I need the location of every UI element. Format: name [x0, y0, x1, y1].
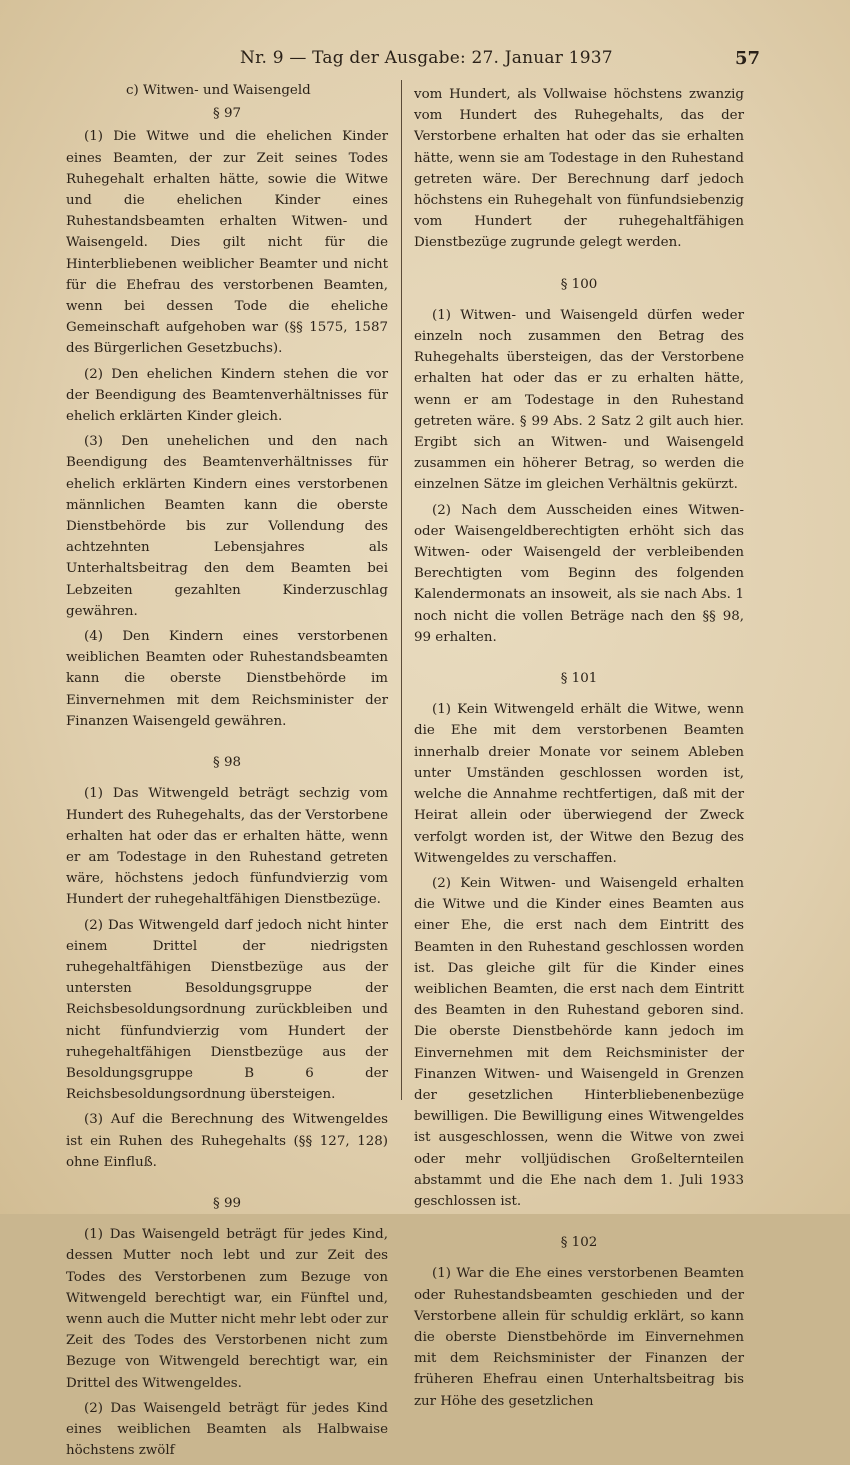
section-102-title: § 102: [560, 1235, 598, 1251]
section-98-paragraph-1: (1) Das Witwengeld beträgt sechzig vom Hundert des Ruhegehalts, das der Verstorbene erhalten hat oder das er erhalten hätte, wenn er am Todestage in den Ruhestand getreten wäre, höchstens jedoch fünfundvierzig vom Hundert der ruhegehaltfähigen Dienstbezüge.: [66, 786, 388, 908]
column-divider: [401, 80, 402, 1100]
section-98-paragraph-3: (3) Auf die Berechnung des Witwengeldes ist ein Ruhen des Ruhegehalts (§§ 127, 128) ohne Einfluß.: [66, 1112, 388, 1170]
right-column: [414, 84, 744, 1416]
section-98-paragraph-2: (2) Das Witwengeld darf jedoch nicht hinter einem Drittel der niedrigsten ruhegehaltfähigen Dienstbezüge aus der untersten Besoldungsgruppe der Reichsbesoldungsordnung zurückbleiben und nicht fünfundvierzig vom Hundert der ruhegehaltfähigen Dienstbezüge aus der Besoldungsgruppe B 6 der Reichsbesoldungsordnung übersteigen.: [66, 917, 388, 1103]
section-100-title: § 100: [560, 276, 598, 292]
section-101-paragraph-1: (1) Kein Witwengeld erhält die Witwe, wenn die Ehe mit dem verstorbenen Beamten innerhalb dreier Monate vor seinem Ableben unter Umständen geschlossen worden ist, welche die Annahme rechtfertigen, daß mit der Heirat allein oder überwiegend der Zweck verfolgt worden ist, der Witwe den Bezug des Witwengeldes zu verschaffen.: [414, 702, 744, 866]
section-99-continuation: vom Hundert, als Vollwaise höchstens zwanzig vom Hundert des Ruhegehalts, das der Verstorbene erhalten hat oder das sie erhalten hätte, wenn sie am Todestage in den Ruhestand getreten wäre. Der Berechnung darf jedoch höchstens ein Ruhegehalt von fünfundsiebenzig vom Hundert der ruhegehaltfähigen Dienstbezüge zugrunde gelegt werden.: [414, 87, 744, 251]
section-99-paragraph-2: (2) Das Waisengeld beträgt für jedes Kind eines weiblichen Beamten als Halbwaise höchstens zwölf: [66, 1400, 388, 1459]
subheading: c) Witwen- und Waisengeld: [126, 83, 311, 98]
section-99-paragraph-1: (1) Das Waisengeld beträgt für jedes Kind, dessen Mutter noch lebt und zur Zeit des Todes des Verstorbenen zum Bezuge von Witwengeld berechtigt war, ein Fünftel und, wenn auch die Mutter nicht mehr lebt oder zur Zeit des Todes des Verstorbenen nicht zum Bezuge von Witwengeld berechtigt war, ein Drittel des Witwengeldes.: [66, 1227, 388, 1391]
page-number: 57: [734, 48, 760, 69]
section-101-title: § 101: [560, 671, 598, 687]
page-header: [70, 48, 760, 76]
section-98-title: § 98: [213, 755, 241, 771]
section-99-title: § 99: [213, 1195, 241, 1211]
left-column: [66, 80, 388, 1465]
section-101-paragraph-2: (2) Kein Witwen- und Waisengeld erhalten die Witwe und die Kinder eines Beamten aus einer Ehe, die erst nach dem Eintritt des Beamten in den Ruhestand geschlossen worden ist. Das gleiche gilt für die Kinder eines weiblichen Beamten, die erst nach dem Eintritt des Beamten in den Ruhestand geboren sind. Die oberste Dienstbehörde kann jedoch im Einvernehmen mit dem Reichsminister der Finanzen Witwen- und Waisengeld in Grenzen der gesetzlichen Hinterbliebenenbezüge bewilligen. Die Bewilligung eines Witwengeldes ist ausgeschlossen, wenn die Witwe von zwei oder mehr volljüdischen Großelternteilen abstammt und die Ehe nach dem 1. Juli 1933 geschlossen ist.: [414, 875, 744, 1209]
section-97-paragraph-4: (4) Den Kindern eines verstorbenen weiblichen Beamten oder Ruhestandsbeamten kann die oberste Dienstbehörde im Einvernehmen mit dem Reichsminister der Finanzen Waisengeld gewähren.: [66, 629, 388, 729]
section-97-title: § 97: [213, 106, 241, 122]
section-97-paragraph-1: (1) Die Witwe und die ehelichen Kinder eines Beamten, der zur Zeit seines Todes Ruhegehalt erhalten hätte, sowie die Witwe und die ehelichen Kinder eines Ruhestandsbeamten erhalten Witwen- und Waisengeld. Dies gilt nicht für die Hinterbliebenen weiblicher Beamter und nicht für die Ehefrau des verstorbenen Beamten, wenn bei dessen Tode die eheliche Gemeinschaft aufgehoben war (§§ 1575, 1587 des Bürgerlichen Gesetzbuchs).: [66, 129, 388, 357]
section-102-paragraph-1: (1) War die Ehe eines verstorbenen Beamten oder Ruhestandsbeamten geschieden und der Verstorbene allein für schuldig erklärt, so kann die oberste Dienstbehörde im Einvernehmen mit dem Reichsminister der Finanzen der früheren Ehefrau einen Unterhaltsbeitrag bis zur Höhe des gesetzlichen: [414, 1266, 744, 1409]
section-97-paragraph-3: (3) Den unehelichen und den nach Beendigung des Beamtenverhältnisses für ehelich erklärten Kindern eines verstorbenen männlichen Beamten kann die oberste Dienstbehörde bis zur Vollendung des achtzehnten Lebensjahres als Unterhaltsbeitrag den dem Beamten bei Lebzeiten gezahlten Kinderzuschlag gewähren.: [66, 434, 388, 619]
section-97-paragraph-2: (2) Den ehelichen Kindern stehen die vor der Beendigung des Beamtenverhältnisses für ehelich erklärten Kinder gleich.: [66, 366, 388, 425]
issue-title: Nr. 9 — Tag der Ausgabe: 27. Januar 1937: [240, 48, 613, 68]
section-100-paragraph-2: (2) Nach dem Ausscheiden eines Witwen- oder Waisengeldberechtigten erhöht sich das Witwen- oder Waisengeld der verbleibenden Berechtigten vom Beginn des folgenden Kalendermonats an insoweit, als sie nach Abs. 1 noch nicht die vollen Beträge nach den §§ 98, 99 erhalten.: [414, 502, 744, 645]
section-100-paragraph-1: (1) Witwen- und Waisengeld dürfen weder einzeln noch zusammen den Betrag des Ruhegehalts übersteigen, das der Verstorbene erhalten hat oder das er zu erhalten hätte, wenn er am Todestage in den Ruhestand getreten wäre. § 99 Abs. 2 Satz 2 gilt auch hier. Ergibt sich an Witwen- und Waisengeld zusammen ein höherer Betrag, so werden die einzelnen Sätze im gleichen Verhältnis gekürzt.: [414, 307, 744, 493]
